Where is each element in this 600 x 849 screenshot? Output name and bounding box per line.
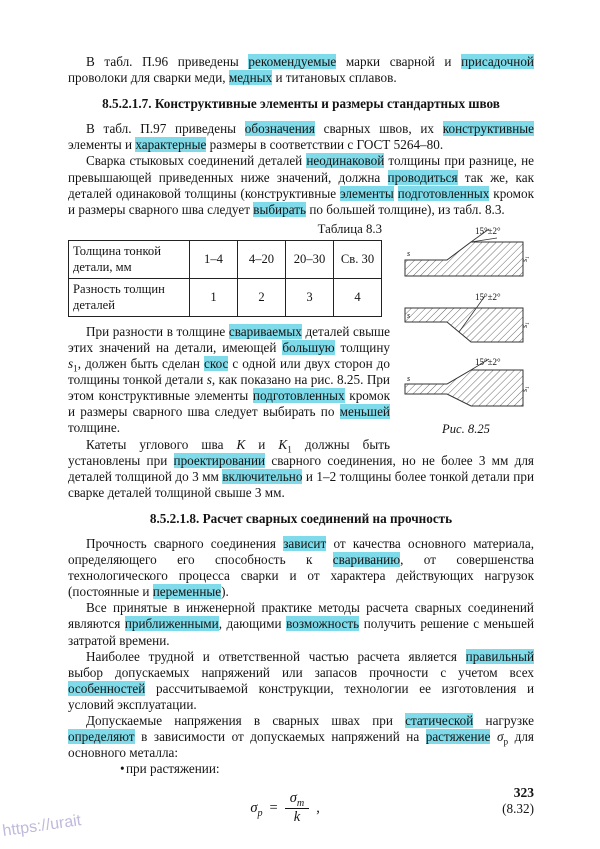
paragraph-gost: В табл. П.97 приведены обозначения сварных швов, их конструктивные элементы и характерные размеры в соответствии с ГОСТ 5264–80. — [68, 121, 534, 153]
dim-label-s1: $s_1$ — [520, 321, 531, 328]
table-cell: 20–30 — [286, 241, 334, 279]
equation-number: (8.32) — [502, 800, 534, 816]
paragraph-butt-joints: Сварка стыковых соединений деталей неодинаковой толщины при разнице, не превышающей приведенных ниже значений, должна проводиться так же, как деталей одинаковой толщины (конструктивные элементы подготовленных кромок и размеры сварного шва следует выбирать по большей толщине), из табл. 8.3. — [68, 153, 534, 217]
paragraph-allowable-stress: Наиболее трудной и ответственной частью расчета является правильный выбор допускаемых напряжений или запасов прочности с учетом всех особенностей рассчитываемой конструкции, технологии ее изготовления и условий эксплуатации. — [68, 648, 534, 712]
weld-diagram-3 — [401, 356, 531, 418]
page-content — [68, 54, 534, 826]
table-cell: 1 — [190, 279, 238, 317]
table-cell: Толщина тонкой детали, мм — [69, 241, 190, 279]
dim-label-s1: $s_1$ — [520, 385, 531, 392]
angle-label: 15°±2° — [475, 291, 501, 302]
weld-diagram-1 — [401, 224, 531, 286]
angle-label: 15°±2° — [475, 225, 501, 236]
bullet-label: при растяжении: — [126, 761, 220, 777]
table-cell: 4–20 — [238, 241, 286, 279]
angle-label: 15°±2° — [475, 356, 501, 367]
formula-comma: , — [316, 800, 320, 817]
paragraph-methods: Все принятые в инженерной практике методы расчета сварных соединений являются приближенными, дающими возможность получить решение с меньшей затратой времени. — [68, 600, 534, 648]
section-table-figure — [68, 222, 534, 501]
paragraph-strength: Прочность сварного соединения зависит от качества основного материала, определяющего его способность к свариванию, от совершенства технологического процесса сварки и от характера действующих нагрузок (постоянные и переменные). — [68, 536, 535, 600]
weld-profile — [405, 370, 523, 406]
table-cell: 4 — [334, 279, 382, 317]
figure-8-25 — [398, 224, 534, 437]
weld-profile — [405, 242, 523, 276]
table-cell: 3 — [286, 279, 334, 317]
table-cell: Разность толщин деталей — [69, 279, 190, 317]
paragraph-bevel-rule: При разности в толщине свариваемых деталей свыше этих значений на детали, имеющей большую толщину $s_1$, должен быть сделан скос с одной или двух сторон до толщины тонкой детали s, как показано на рис. 8.25. При этом конструктивные элементы подготовленных кромок и размеры сварного шва следует выбирать по меньшей толщине. — [68, 323, 390, 436]
weld-diagram-2 — [401, 290, 531, 352]
formula-lhs: $\sigma_р$ — [250, 800, 263, 819]
fraction-numerator: $\sigma_т$ — [285, 791, 309, 809]
fraction — [285, 791, 309, 826]
formula-row — [68, 791, 534, 826]
table-cell: Св. 30 — [334, 241, 382, 279]
table-row — [69, 279, 382, 317]
watermark-urait: https://urait — [1, 812, 83, 841]
paragraph-static-load: Допускаемые напряжения в сварных швах при статической нагрузке определяют в зависимости от допускаемых напряжений на растяжение $\sigma_р$ для основного металла: — [68, 713, 534, 761]
page-number: 323 — [513, 785, 534, 800]
dim-label-s: s — [407, 248, 411, 258]
figure-caption: Рис. 8.25 — [442, 421, 490, 436]
table-cell: 2 — [238, 279, 286, 317]
dim-label-s1: $s_1$ — [520, 255, 531, 262]
table-row — [69, 241, 382, 279]
bullet-icon: • — [120, 761, 125, 777]
table-8-3 — [68, 240, 382, 316]
equals-sign: = — [269, 800, 278, 817]
paragraph-intro: В табл. П.96 приведены рекомендуемые марки сварной и присадочной проволоки для сварки меди, медных и титановых сплавов. — [68, 54, 534, 86]
angle-leader-line — [471, 238, 497, 242]
paragraph-fillet-legs: Катеты углового шва K и $K_1$ должны быть установлены при проектировании сварного соединения, но не более 3 мм для деталей толщиной до 3 мм включительно и 1–2 толщины более тонкой детали при сварке деталей толщиной свыше 3 мм. — [68, 436, 535, 500]
dim-label-s: s — [407, 373, 411, 383]
table-caption: Таблица 8.3 — [317, 221, 382, 236]
fraction-denominator: k — [293, 809, 301, 826]
heading-8-5-2-1-8: 8.5.2.1.8. Расчет сварных соединений на прочность — [149, 510, 453, 526]
dim-label-s: s — [407, 310, 411, 320]
heading-8-5-2-1-7: 8.5.2.1.7. Конструктивные элементы и размеры стандартных швов — [102, 96, 500, 112]
bullet-tension — [68, 761, 534, 777]
table-cell: 1–4 — [190, 241, 238, 279]
formula-8-32 — [68, 791, 502, 826]
